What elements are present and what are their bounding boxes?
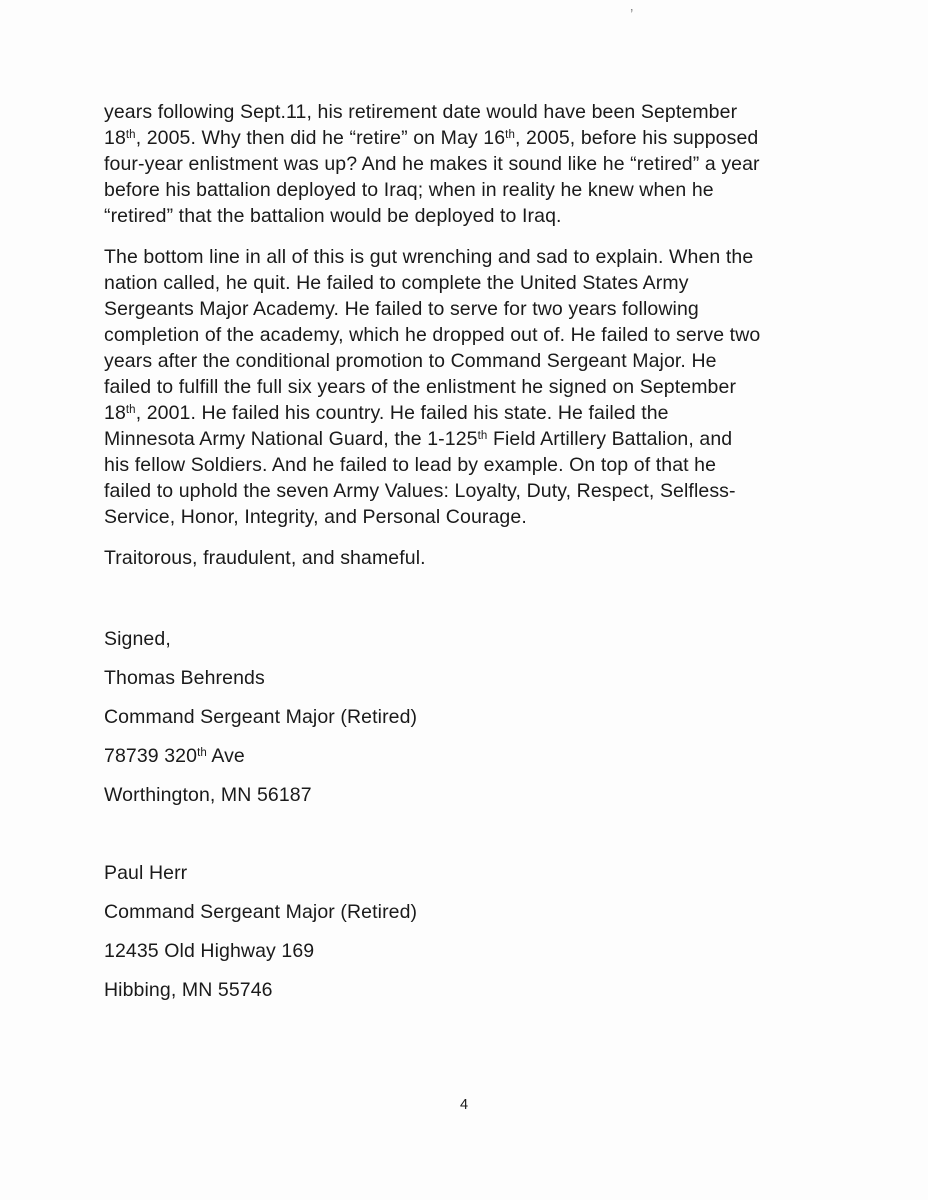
signature-block-paul-herr: [104, 860, 884, 1003]
text-line: four-year enlistment was up? And he makes it sound like he “retired” a year: [104, 153, 760, 175]
text-line: years after the conditional promotion to Command Sergeant Major. He: [104, 350, 717, 372]
text-line: Signed,: [104, 628, 171, 650]
text-line: Paul Herr: [104, 862, 188, 884]
text-line: Hibbing, MN 55746: [104, 979, 273, 1001]
signature-block-thomas-behrends: [104, 626, 884, 808]
paragraph-retirement-date: [104, 99, 884, 229]
ordinal-superscript: th: [197, 747, 207, 759]
ordinal-superscript: th: [505, 129, 515, 141]
text-line: Command Sergeant Major (Retired): [104, 706, 418, 728]
scan-artifact-mark: ’: [630, 6, 634, 23]
text-line: 18th, 2005. Why then did he “retire” on May 16th, 2005, before his supposed: [104, 127, 759, 149]
ordinal-superscript: th: [125, 404, 136, 416]
text-line: nation called, he quit. He failed to complete the United States Army: [104, 272, 689, 294]
text-line: Thomas Behrends: [104, 667, 265, 689]
text-line: Traitorous, fraudulent, and shameful.: [104, 547, 426, 569]
text-line: Worthington, MN 56187: [104, 784, 312, 806]
letter-body: [104, 99, 884, 1003]
text-line: completion of the academy, which he dropped out of. He failed to serve two: [104, 324, 761, 346]
text-line: Service, Honor, Integrity, and Personal Courage.: [104, 506, 527, 528]
text-line: Sergeants Major Academy. He failed to serve for two years following: [104, 298, 699, 320]
ordinal-superscript: th: [125, 129, 136, 141]
paragraph-bottom-line: [104, 244, 884, 530]
text-line: failed to uphold the seven Army Values: Loyalty, Duty, Respect, Selfless-: [104, 480, 736, 502]
text-line: failed to fulfill the full six years of the enlistment he signed on September: [104, 376, 737, 398]
text-line: “retired” that the battalion would be deployed to Iraq.: [104, 205, 562, 227]
text-line: Command Sergeant Major (Retired): [104, 901, 418, 923]
ordinal-superscript: th: [477, 430, 488, 442]
text-line: 78739 320th Ave: [104, 745, 245, 767]
text-line: his fellow Soldiers. And he failed to lead by example. On top of that he: [104, 454, 717, 476]
text-line: years following Sept.11, his retirement date would have been September: [104, 101, 738, 123]
text-line: Minnesota Army National Guard, the 1-125th Field Artillery Battalion, and: [104, 428, 733, 450]
page-number: 4: [459, 1097, 469, 1113]
text-line: 18th, 2001. He failed his country. He failed his state. He failed the: [104, 402, 669, 424]
paragraph-closing-statement: [104, 545, 884, 571]
text-line: 12435 Old Highway 169: [104, 940, 315, 962]
text-line: The bottom line in all of this is gut wrenching and sad to explain. When the: [104, 246, 754, 268]
text-line: before his battalion deployed to Iraq; when in reality he knew when he: [104, 179, 714, 201]
